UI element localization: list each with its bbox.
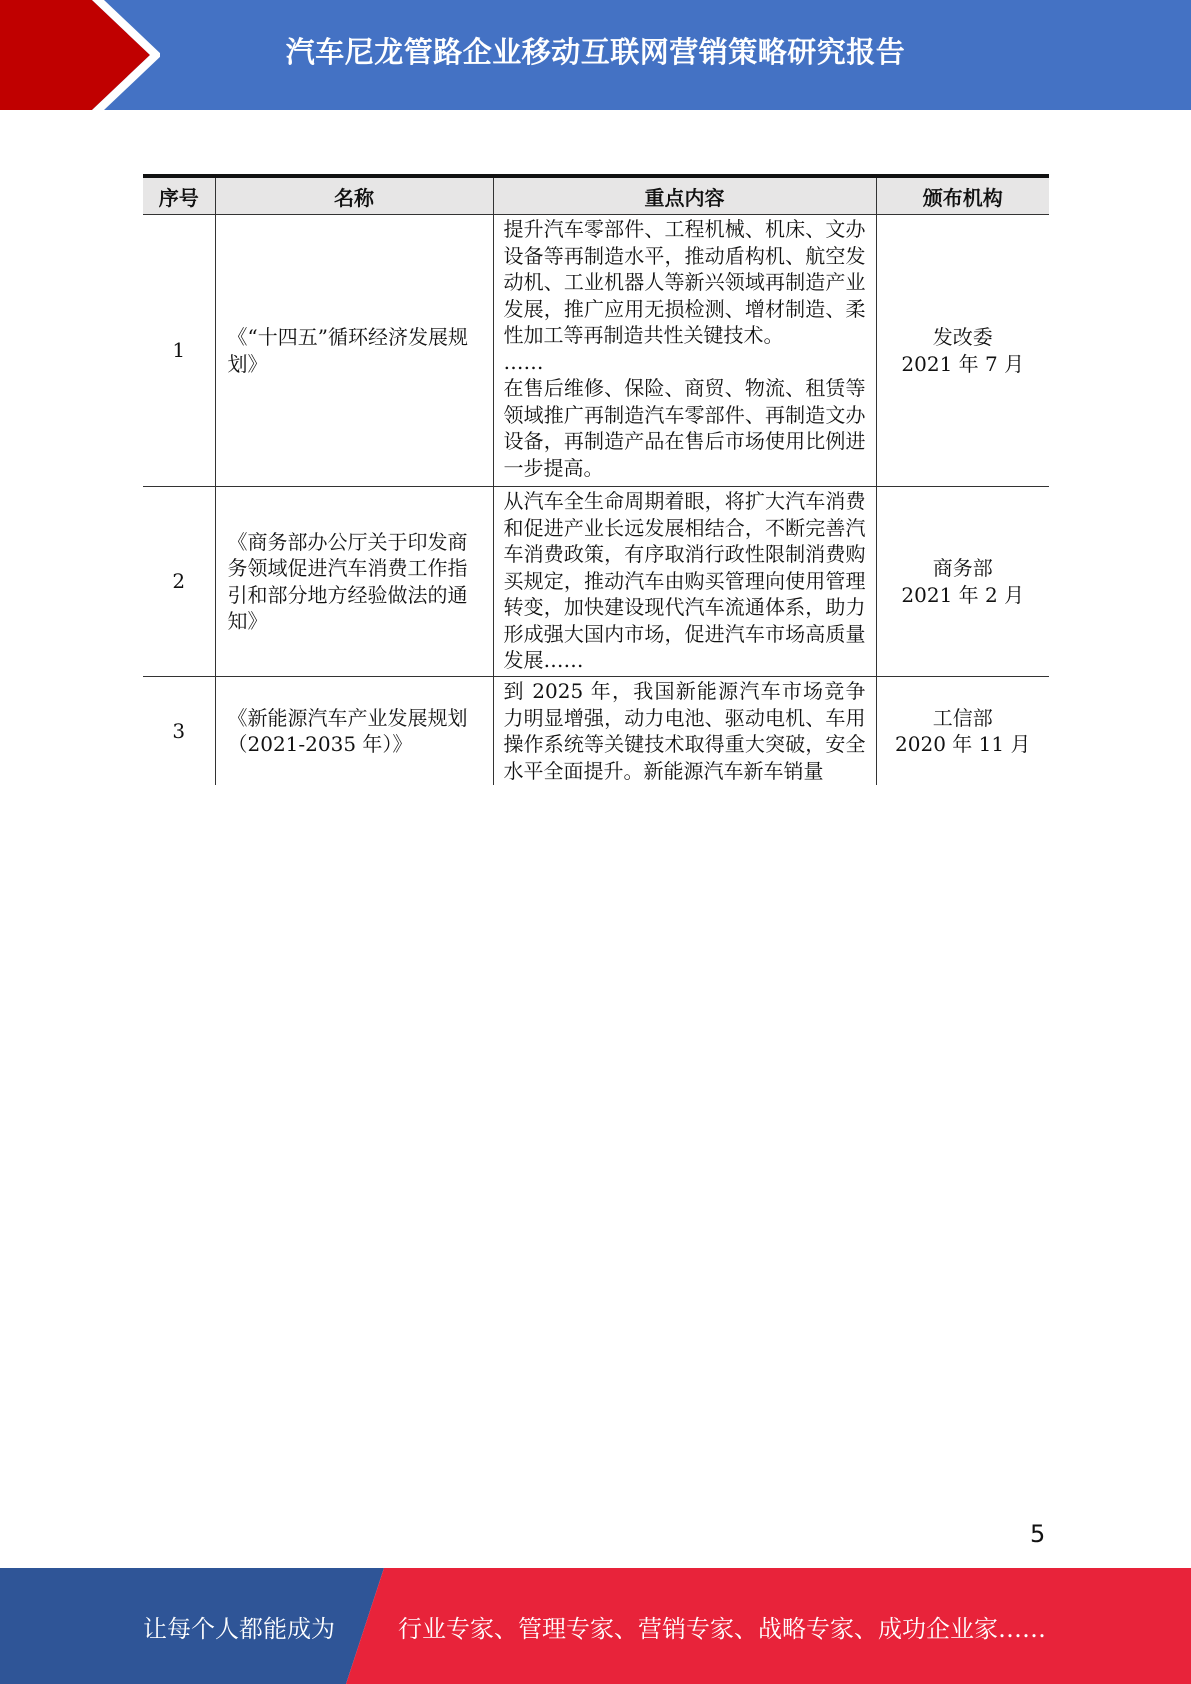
table-row [143, 215, 1049, 487]
row-key-content [493, 677, 876, 786]
agency-name: 商务部 [932, 556, 993, 580]
row-agency [876, 215, 1049, 487]
header-agency: 颁布机构 [876, 176, 1049, 215]
row-index: 2 [143, 487, 215, 677]
table-row [143, 677, 1049, 786]
agency-name: 工信部 [932, 705, 993, 730]
table-header-row [143, 176, 1049, 215]
issue-date: 2021 年 2 月 [901, 582, 1025, 607]
row-key-content [493, 215, 876, 487]
agency-name: 发改委 [932, 325, 993, 349]
content-ellipsis: …… [503, 349, 544, 374]
page-header [0, 0, 1191, 110]
content-paragraph: 到 2025 年，我国新能源汽车市场竞争力明显增强，动力电池、驱动电机、车用操作系统等关键技术取得重大突破，安全水平全面提升。新能源汽车新车销量 [503, 679, 866, 783]
issue-date: 2020 年 11 月 [895, 732, 1031, 756]
header-content: 重点内容 [493, 176, 876, 215]
page-number: 5 [1030, 1520, 1046, 1548]
row-index: 1 [143, 215, 215, 487]
issue-date: 2021 年 7 月 [901, 351, 1025, 376]
header-index: 序号 [143, 176, 215, 215]
row-index: 3 [143, 677, 215, 786]
table-row [143, 487, 1049, 677]
content-paragraph: 在售后维修、保险、商贸、物流、租赁等领域推广再制造汽车零部件、再制造文办设备，再制造产品在售后市场使用比例进一步提高。 [503, 376, 866, 480]
row-policy-name: 《新能源汽车产业发展规划（2021-2035 年）》 [215, 677, 493, 786]
header-name: 名称 [215, 176, 493, 215]
footer-slogan-left: 让每个人都能成为 [143, 1614, 335, 1643]
row-policy-name: 《“十四五”循环经济发展规划》 [215, 215, 493, 487]
report-title: 汽车尼龙管路企业移动互联网营销策略研究报告 [285, 34, 906, 69]
policy-table [143, 174, 1049, 785]
row-agency [876, 487, 1049, 677]
header-arrow-decoration [0, 0, 160, 110]
page-footer [0, 1568, 1191, 1684]
content-paragraph: 从汽车全生命周期着眼，将扩大汽车消费和促进产业长远发展相结合，不断完善汽车消费政策，有序取消行政性限制消费购买规定，推动汽车由购买管理向使用管理转变，加快建设现代汽车流通体系，助力形成强大国内市场，促进汽车市场高质量发展…… [503, 489, 866, 672]
row-policy-name: 《商务部办公厅关于印发商务领域促进汽车消费工作指引和部分地方经验做法的通知》 [215, 487, 493, 677]
row-agency [876, 677, 1049, 786]
row-key-content [493, 487, 876, 677]
footer-slogan-right: 行业专家、管理专家、营销专家、战略专家、成功企业家…… [398, 1614, 1046, 1643]
content-paragraph: 提升汽车零部件、工程机械、机床、文办设备等再制造水平，推动盾构机、航空发动机、工业机器人等新兴领域再制造产业发展，推广应用无损检测、增材制造、柔性加工等再制造共性关键技术。 [503, 217, 866, 347]
